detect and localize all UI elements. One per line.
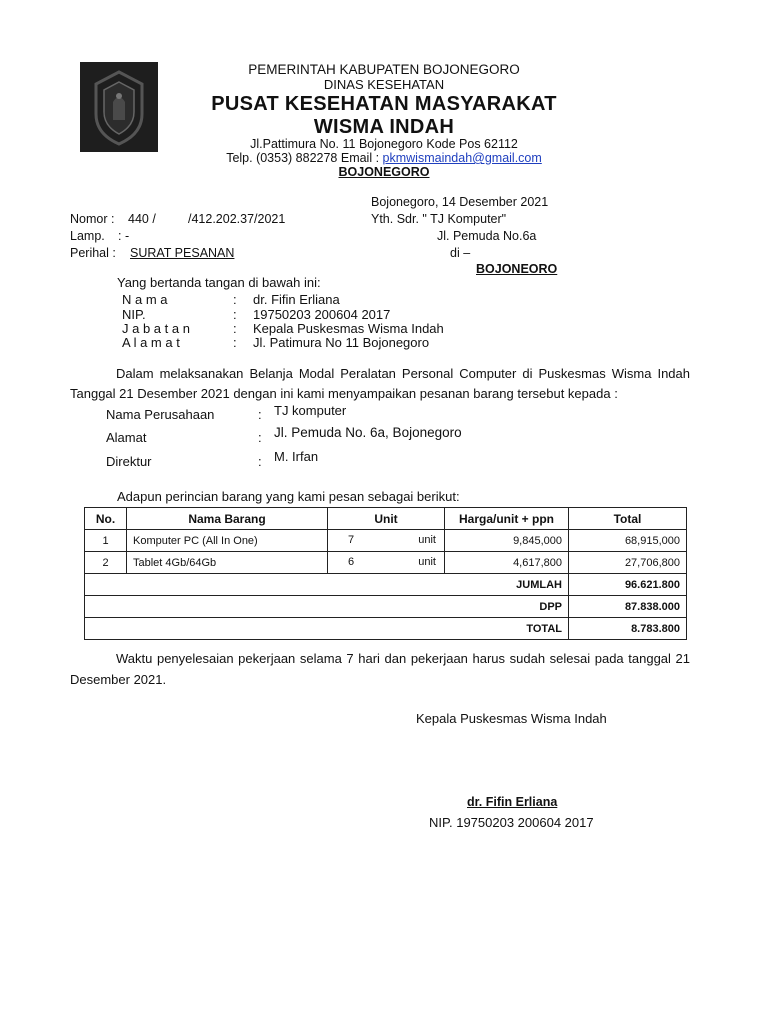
kop-government: PEMERINTAH KABUPATEN BOJONEGORO: [248, 62, 520, 77]
company-director-label: Direktur: [106, 454, 152, 469]
row-unit: [328, 530, 445, 552]
nomor-label: Nomor :: [70, 212, 115, 226]
kop-email-link[interactable]: pkmwismaindah@gmail.com: [382, 151, 542, 165]
dpp-label: DPP: [85, 596, 569, 618]
closing-position: Kepala Puskesmas Wisma Indah: [416, 711, 607, 726]
table-header-row: [85, 508, 687, 530]
signer-position-label: J a b a t a n: [122, 321, 190, 336]
dpp-value: 87.838.000: [569, 596, 687, 618]
header-no: No.: [85, 508, 127, 530]
signer-address-sep: :: [233, 335, 237, 350]
recipient-name: Yth. Sdr. " TJ Komputer": [371, 212, 507, 226]
kop-title: PUSAT KESEHATAN MASYARAKAT: [211, 93, 557, 115]
place-date: Bojonegoro, 14 Desember 2021: [371, 195, 549, 209]
signer-address-label: A l a m a t: [122, 335, 180, 350]
kop-agency: DINAS KESEHATAN: [323, 77, 445, 92]
company-name-value: TJ komputer: [274, 403, 347, 418]
paragraph-deadline-text: Waktu penyelesaian pekerjaan selama 7 hari dan pekerjaan harus sudah selesai pada tanggal 21 Desember 2021.: [70, 651, 690, 687]
items-intro: Adapun perincian barang yang kami pesan sebagai berikut:: [117, 489, 460, 504]
paragraph-intro: [70, 364, 690, 404]
kop-city: BOJONEGORO: [338, 165, 430, 179]
row-item-name: Tablet 4Gb/64Gb: [127, 552, 328, 574]
closing-signer-name: dr. Fifin Erliana: [467, 795, 558, 809]
company-name-sep: :: [258, 407, 262, 422]
recipient-di: di –: [450, 246, 471, 260]
kop-phone: Telp. (0353) 882278 Email :: [226, 151, 383, 165]
signer-nip-value: 19750203 200604 2017: [253, 307, 391, 322]
recipient-address: Jl. Pemuda No.6a: [437, 229, 537, 243]
row-item-name: Komputer PC (All In One): [127, 530, 328, 552]
lamp-value: : -: [118, 229, 130, 243]
summary-row-jumlah: [85, 574, 687, 596]
signer-name-label: N a m a: [122, 292, 168, 307]
paragraph-intro-text: Dalam melaksanakan Belanja Modal Peralatan Personal Computer di Puskesmas Wisma Indah Tanggal 21 Desember 2021 dengan ini kami menyampaikan pesanan barang tersebut kepada :: [70, 366, 690, 401]
company-address-value: Jl. Pemuda No. 6a, Bojonegoro: [274, 425, 462, 440]
total-label: TOTAL: [85, 618, 569, 640]
row-price: 9,845,000: [445, 530, 569, 552]
perihal-label: Perihal :: [70, 246, 116, 260]
row-qty: 6: [348, 556, 355, 568]
signer-position-value: Kepala Puskesmas Wisma Indah: [253, 321, 444, 336]
recipient-city: BOJONEORO: [476, 262, 558, 276]
table-row: [85, 530, 687, 552]
signer-nip-sep: :: [233, 307, 237, 322]
company-address-sep: :: [258, 430, 262, 445]
perihal-value: SURAT PESANAN: [130, 246, 235, 260]
company-name-label: Nama Perusahaan: [106, 407, 215, 422]
lamp-label: Lamp.: [70, 229, 105, 243]
signer-name-sep: :: [233, 292, 237, 307]
row-total: 27,706,800: [569, 552, 687, 574]
jumlah-label: JUMLAH: [85, 574, 569, 596]
company-director-sep: :: [258, 454, 262, 469]
closing-signer-nip: NIP. 19750203 200604 2017: [429, 815, 594, 830]
signer-address-value: Jl. Patimura No 11 Bojonegoro: [253, 335, 430, 350]
row-no: 1: [85, 530, 127, 552]
row-unit-word: unit: [418, 556, 436, 568]
signer-name-value: dr. Fifin Erliana: [253, 292, 340, 307]
signer-intro: Yang bertanda tangan di bawah ini:: [117, 275, 321, 290]
row-unit: [328, 552, 445, 574]
signer-nip-label: NIP.: [122, 307, 146, 322]
jumlah-value: 96.621.800: [569, 574, 687, 596]
row-unit-word: unit: [418, 534, 436, 546]
row-total: 68,915,000: [569, 530, 687, 552]
header-total: Total: [569, 508, 687, 530]
signer-position-sep: :: [233, 321, 237, 336]
row-qty: 7: [348, 534, 355, 546]
row-price: 4,617,800: [445, 552, 569, 574]
summary-row-total: [85, 618, 687, 640]
header-item-name: Nama Barang: [127, 508, 328, 530]
items-table: [84, 507, 687, 640]
header-price: Harga/unit + ppn: [445, 508, 569, 530]
nomor-part-b: /412.202.37/2021: [188, 212, 286, 226]
total-value: 8.783.800: [569, 618, 687, 640]
nomor-part-a: 440 /: [128, 212, 156, 226]
paragraph-deadline: [70, 648, 690, 690]
table-row: [85, 552, 687, 574]
kop-subtitle: WISMA INDAH: [313, 116, 455, 138]
kop-contact: [0, 151, 768, 165]
company-director-value: M. Irfan: [274, 449, 319, 464]
header-unit: Unit: [328, 508, 445, 530]
kop-address: Jl.Pattimura No. 11 Bojonegoro Kode Pos 62112: [250, 137, 518, 151]
company-address-label: Alamat: [106, 430, 147, 445]
row-no: 2: [85, 552, 127, 574]
summary-row-dpp: [85, 596, 687, 618]
